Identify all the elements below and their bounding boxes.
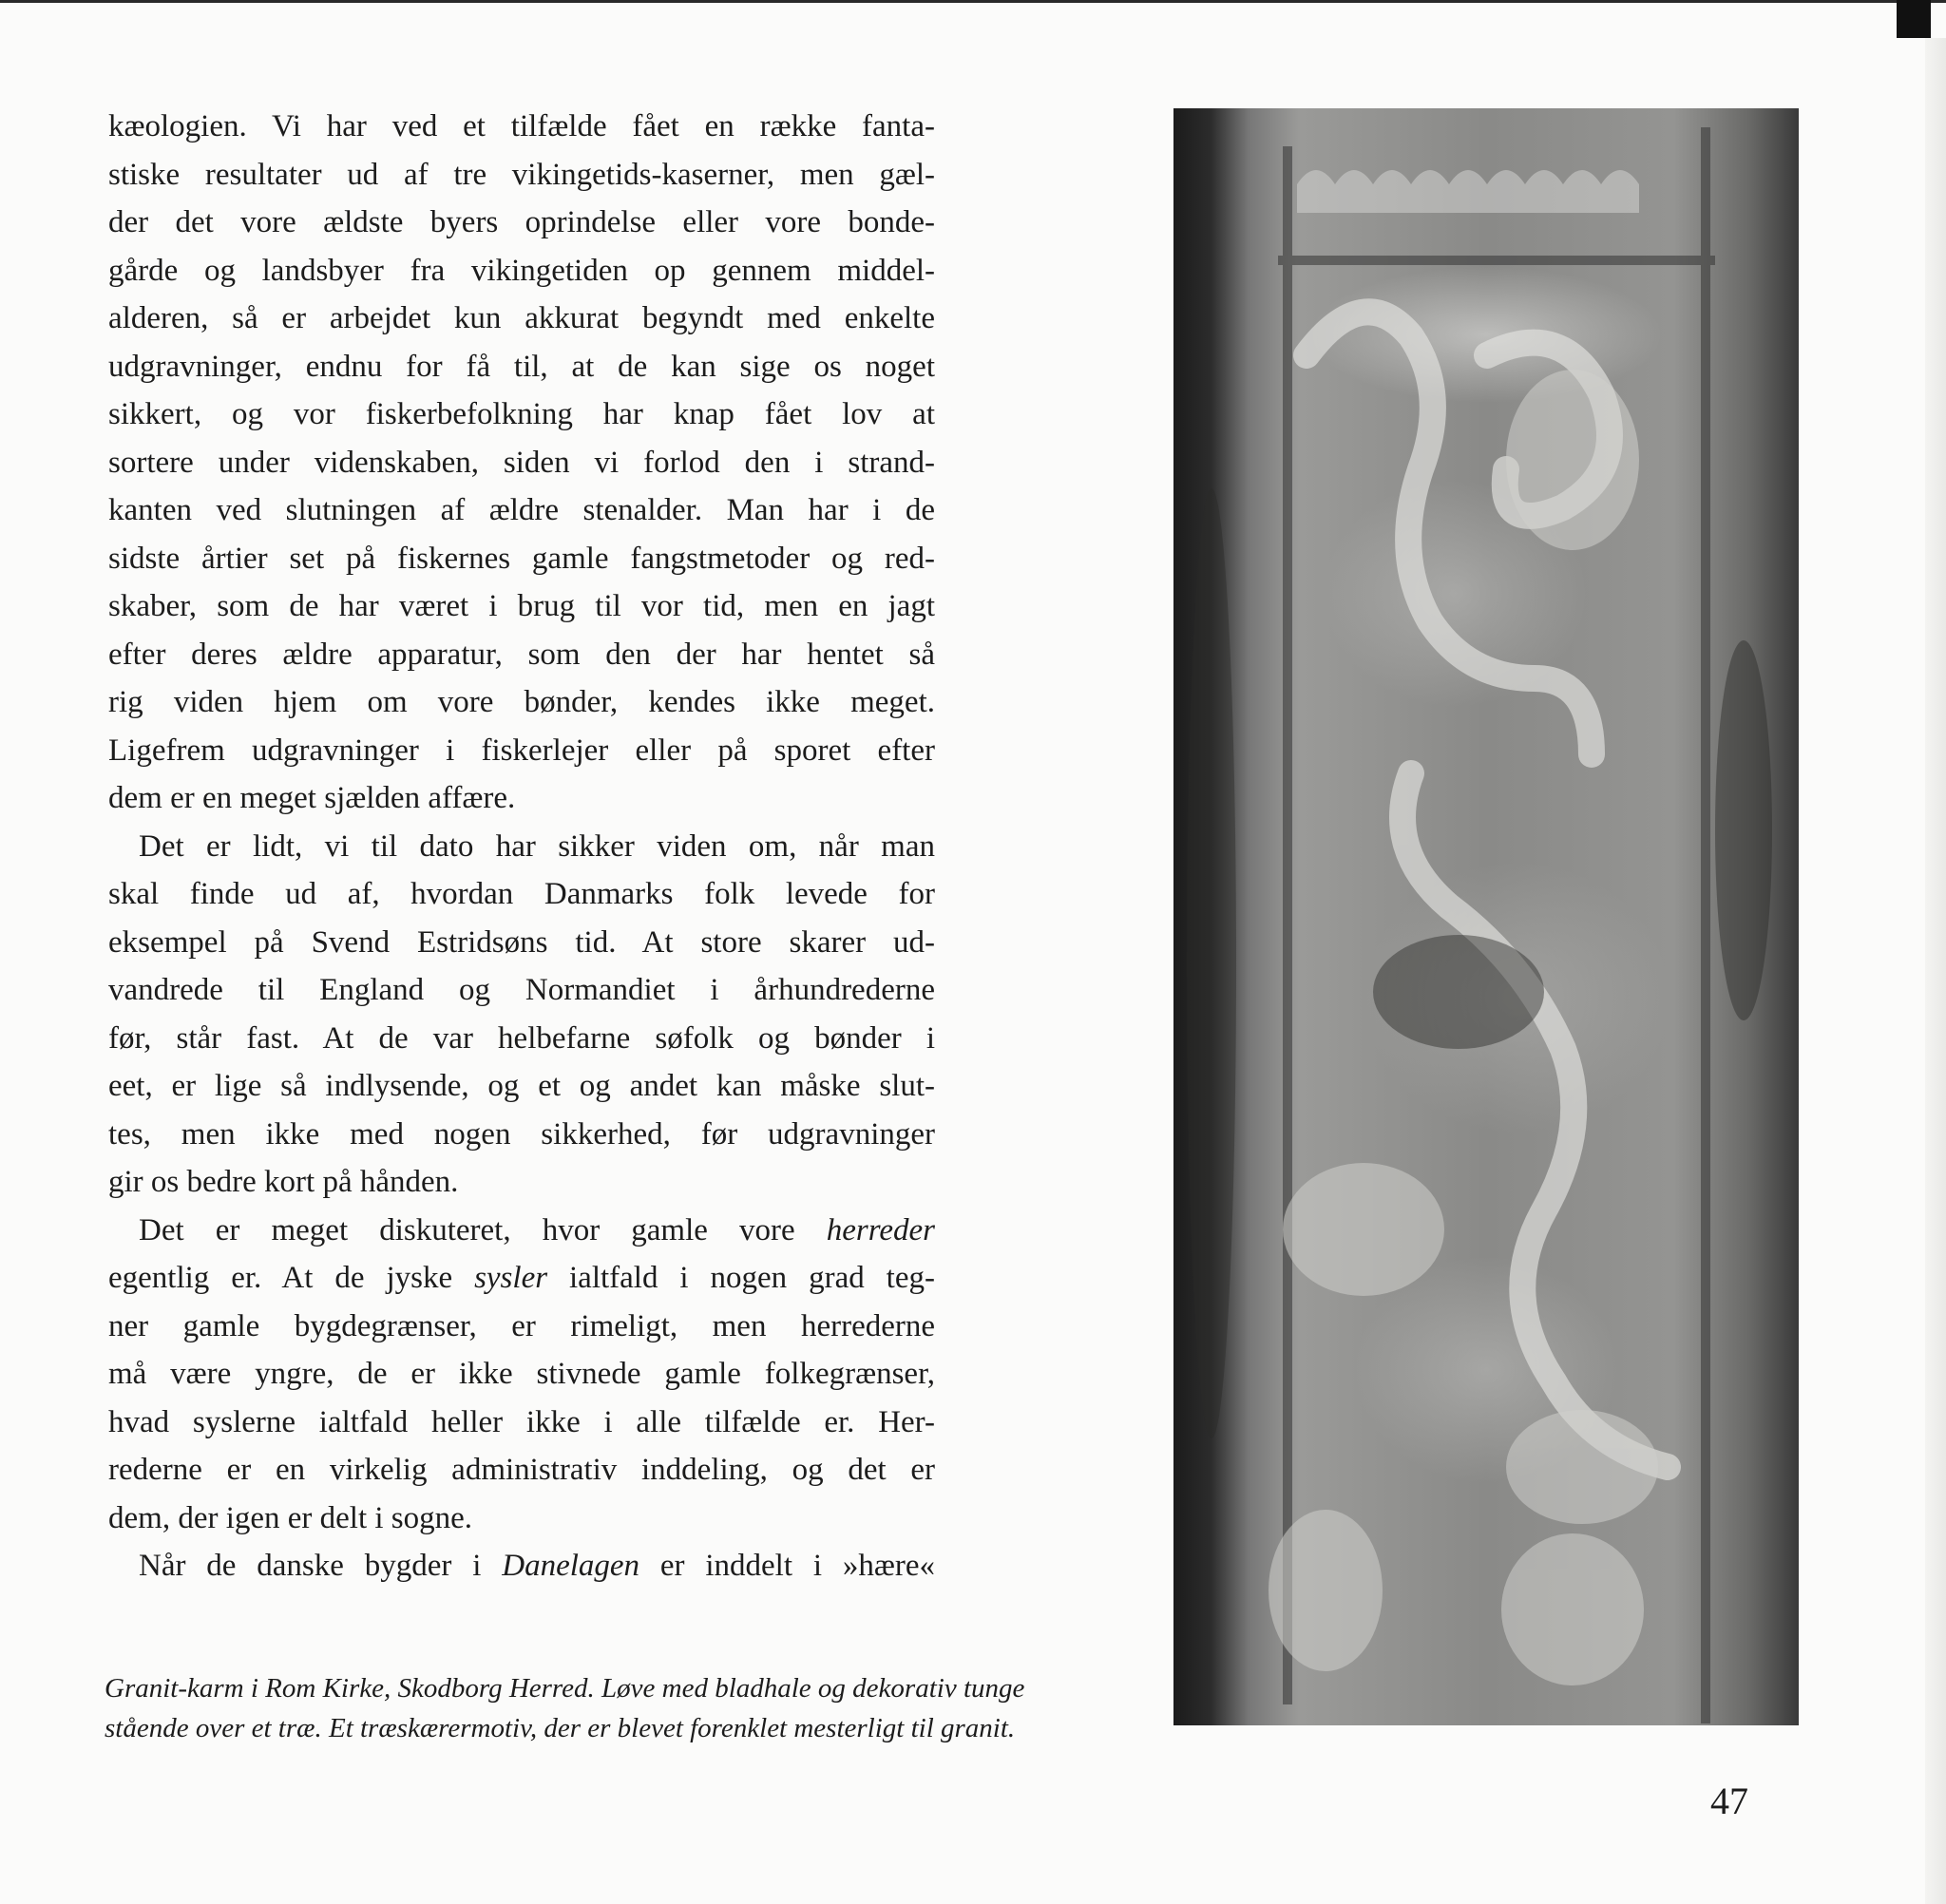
caption-line: Granit-karm i Rom Kirke, Skodborg Herred. Løve med bladhale og dekorativ tunge [105, 1673, 1025, 1704]
text-line: dem, der igen er delt i sogne. [108, 1500, 473, 1535]
page-number: 47 [1710, 1780, 1748, 1822]
text-line: hvad syslerne ialtfald heller ikke i alle tilfælde er. Her- [108, 1404, 935, 1439]
text-line: sidste årtier set på fiskernes gamle fangstmetoder og red- [108, 541, 935, 576]
text-line: Ligefrem udgravninger i fiskerlejer eller på sporet efter [108, 733, 935, 768]
top-edge-rule [0, 0, 1946, 3]
text-run: er inddelt i »hære« [639, 1549, 935, 1583]
text-line: kanten ved slutningen af ældre stenalder. Man har i de [108, 493, 935, 527]
text-line: tes, men ikke med nogen sikkerhed, før udgravninger [108, 1116, 935, 1152]
corner-mark [1897, 0, 1931, 38]
text-line: sortere under videnskaben, siden vi forlod den i strand- [108, 445, 935, 480]
text-line [108, 1207, 935, 1255]
text-line: efter deres ældre apparatur, som den der har hentet så [108, 637, 935, 672]
text-line: rig viden hjem om vore bønder, kendes ikke meget. [108, 685, 935, 719]
text-line: rederne er en virkelig administrativ inddeling, og det er [108, 1453, 935, 1487]
text-run: Når de danske bygder i [139, 1549, 503, 1583]
text-run: Det er meget diskuteret, hvor gamle vore [139, 1212, 827, 1247]
text-line: vandrede til England og Normandiet i århundrederne [108, 973, 935, 1007]
text-line: eksempel på Svend Estridsøns tid. At store skarer ud- [108, 924, 935, 960]
body-text [108, 103, 935, 1590]
granite-carving-photo [1173, 108, 1799, 1725]
text-line: ner gamle bygdegrænser, er rimeligt, men herrederne [108, 1308, 935, 1343]
text-line: gir os bedre kort på hånden. [108, 1165, 459, 1199]
figure-caption [105, 1668, 1131, 1748]
text-line: udgravninger, endnu for få til, at de kan sige os noget [108, 349, 935, 384]
text-line: gårde og landsbyer fra vikingetiden op gennem middel- [108, 253, 935, 288]
text-line: der det vore ældste byers oprindelse eller vore bonde- [108, 205, 935, 239]
text-line [108, 1542, 935, 1590]
text-line: må være yngre, de er ikke stivnede gamle folkegrænser, [108, 1357, 935, 1391]
carving-illustration [1173, 108, 1799, 1725]
text-line: kæologien. Vi har ved et tilfælde fået en række fanta- [108, 109, 935, 143]
text-run: egentlig er. At de jyske [108, 1261, 475, 1295]
text-line: Det er lidt, vi til dato har sikker viden om, når man [139, 828, 935, 864]
italic-term: Danelagen [502, 1549, 640, 1583]
text-run: ialtfald i nogen grad teg- [547, 1261, 935, 1295]
page-edge-shadow [1925, 38, 1946, 1904]
text-line: alderen, så er arbejdet kun akkurat begyndt med enkelte [108, 301, 935, 335]
text-line [108, 1254, 935, 1303]
text-line: stiske resultater ud af tre vikingetids-kaserner, men gæl- [108, 157, 935, 192]
text-line: eet, er lige så indlysende, og et og andet kan måske slut- [108, 1069, 935, 1103]
text-line: før, står fast. At de var helbefarne søfolk og bønder i [108, 1020, 935, 1056]
text-line: skaber, som de har været i brug til vor tid, men en jagt [108, 589, 935, 623]
italic-term: sysler [474, 1261, 548, 1295]
text-line: dem er en meget sjælden affære. [108, 781, 516, 815]
italic-term: herreder [826, 1212, 935, 1247]
text-line: sikkert, og vor fiskerbefolkning har knap fået lov at [108, 397, 935, 431]
caption-line: stående over et træ. Et træskærermotiv, der er blevet forenklet mesterligt til granit. [105, 1713, 1016, 1743]
text-line: skal finde ud af, hvordan Danmarks folk levede for [108, 877, 935, 911]
